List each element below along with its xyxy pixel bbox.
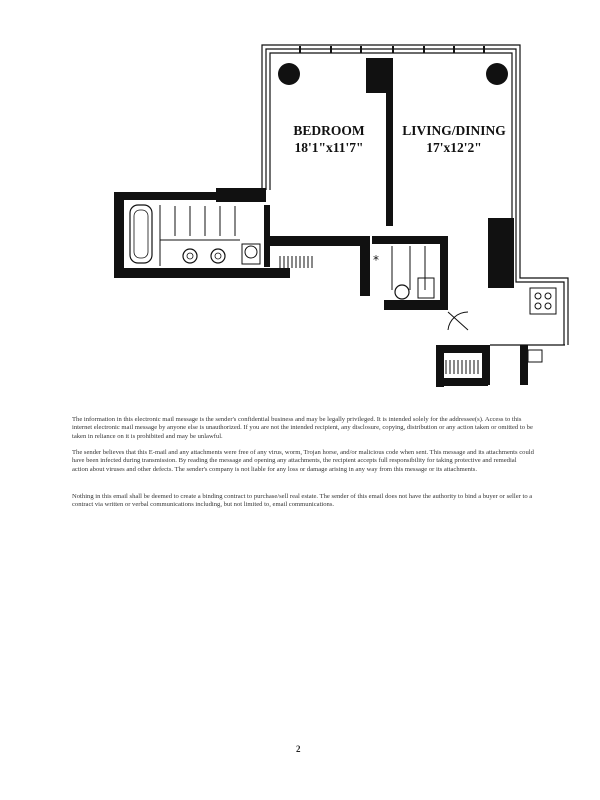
column-left	[278, 63, 300, 85]
room-dimensions: 17'x12'2"	[426, 140, 482, 155]
disclaimer-confidentiality: The information in this electronic mail message is the sender's confidential business and may be legally privileged. It is intended solely for the addressee(s). Access to this internet electronic mail message by anyone else is unauthorized. If you are not the intended recipient, any disclosure, copying, distribution or any action taken or omitted to be taken in reliance on it is prohibited and may be unlawful.	[72, 416, 533, 440]
room-dimensions: 18'1"x11'7"	[294, 140, 364, 155]
column-right	[486, 63, 508, 85]
disclaimer-virus: The sender believes that this E-mail and any attachments were free of any virus, worm, Trojan horse, and/or malicious code when sent. This message and its attachments could have been infected during transmission. By reading the message and opening any attachments, the recipient accepts full responsibility for taking protective and remedial action about viruses and other defects. The sender's company is not liable for any loss or damage arising in any way from this message or its attachments.	[72, 449, 534, 473]
kitchen-range	[530, 288, 556, 314]
room-label-bedroom	[288, 122, 370, 156]
bathroom-block	[114, 188, 370, 296]
room-name: BEDROOM	[293, 123, 365, 138]
powder-room	[372, 236, 448, 310]
entry-closet	[436, 312, 565, 387]
svg-text:*: *	[373, 253, 379, 267]
room-name: LIVING/DINING	[402, 123, 506, 138]
disclaimer-contract: Nothing in this email shall be deemed to create a binding contract to purchase/sell real estate. The sender of this email does not have the authority to bind a buyer or seller to a contract via written or verbal communications including, but not limited to, email communications.	[72, 493, 533, 509]
room-label-living-dining	[398, 122, 510, 156]
page-number: 2	[296, 744, 301, 754]
